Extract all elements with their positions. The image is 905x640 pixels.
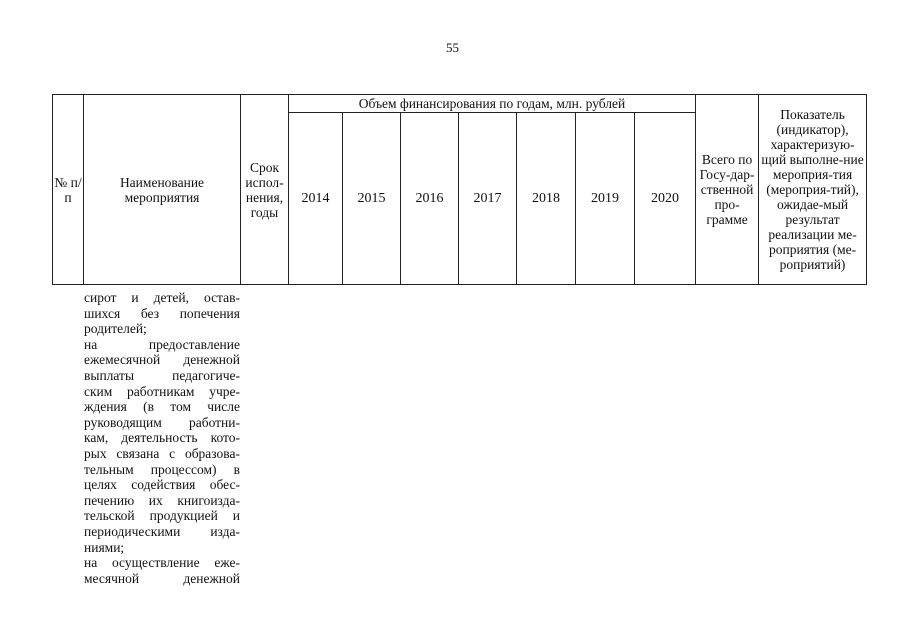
text-line: ждения (в том числе <box>84 399 240 415</box>
text-line: тельской продукцией и <box>84 508 240 524</box>
text-line: руководящим работни- <box>84 414 240 430</box>
text-line: периодическими изда- <box>84 523 240 539</box>
col-header-total: Всего по Госу-дар-ственной про-грамме <box>696 95 759 285</box>
text-line: ниями; <box>84 539 125 555</box>
text-line: месячной денежной <box>84 570 240 586</box>
text-line: родителей; <box>84 321 147 337</box>
page-number: 55 <box>446 40 459 55</box>
text-line: рых связана с образова- <box>84 445 240 461</box>
text-line: сирот и детей, остав- <box>84 290 240 305</box>
col-header-term: Срок испол-нения, годы <box>241 95 289 285</box>
text-line: выплаты педагогиче- <box>84 367 240 383</box>
text-line: шихся без попечения <box>84 305 240 321</box>
continuation-text <box>84 290 240 586</box>
col-header-financing: Объем финансирования по годам, млн. рублей <box>289 95 696 113</box>
text-line: целях содействия обес- <box>84 477 240 493</box>
text-line: на осуществление еже- <box>84 555 240 571</box>
col-header-number: № п/п <box>53 95 84 285</box>
text-line: тельным процессом) в <box>84 461 240 477</box>
year-header: 2018 <box>517 113 576 285</box>
text-line: ежемесячной денежной <box>84 352 240 368</box>
text-line: кам, деятельность кото- <box>84 430 240 446</box>
financing-table <box>52 94 867 285</box>
year-header: 2019 <box>576 113 635 285</box>
col-header-name: Наименование мероприятия <box>84 95 241 285</box>
text-line: ским работникам учре- <box>84 383 240 399</box>
year-header: 2016 <box>401 113 459 285</box>
col-header-indicator: Показатель (индикатор), характеризую-щий выполне-ние мероприя-тия (мероприя-тий), ожидае-мый результат реализации ме-роприятия (ме-роприятий) <box>759 95 867 285</box>
year-header: 2015 <box>343 113 401 285</box>
text-line: печению их книгоизда- <box>84 492 240 508</box>
year-header: 2017 <box>459 113 517 285</box>
year-header: 2014 <box>289 113 343 285</box>
text-line: на предоставление <box>84 336 240 352</box>
year-header: 2020 <box>635 113 696 285</box>
